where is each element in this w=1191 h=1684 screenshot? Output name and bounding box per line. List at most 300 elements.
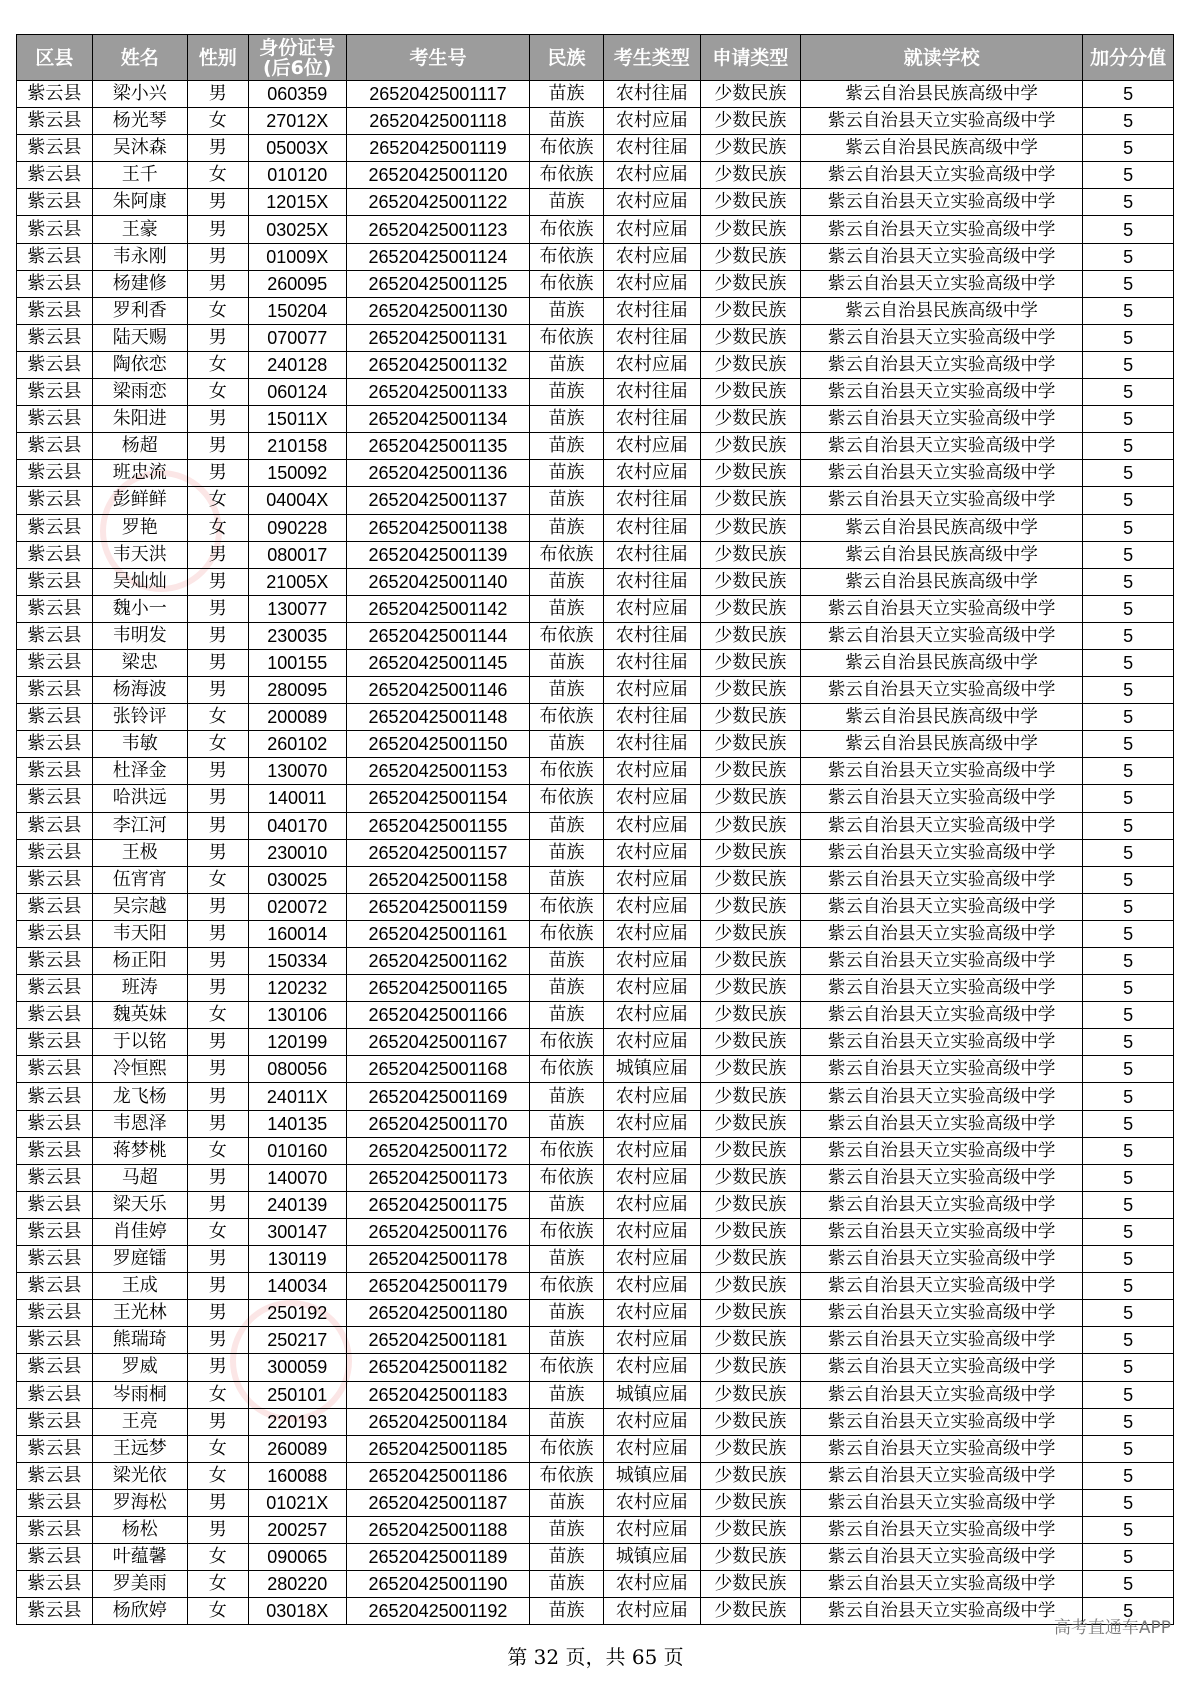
cell-gender: 男 <box>187 406 248 433</box>
cell-ethnicity: 布依族 <box>530 541 604 568</box>
cell-id-suffix: 120232 <box>248 975 346 1002</box>
cell-id-suffix: 120199 <box>248 1029 346 1056</box>
cell-student-type: 农村应届 <box>603 595 700 622</box>
cell-id-suffix: 220193 <box>248 1408 346 1435</box>
cell-exam-number: 26520425001135 <box>346 433 529 460</box>
col-header-school: 就读学校 <box>800 35 1082 81</box>
cell-student-type: 农村应届 <box>603 216 700 243</box>
cell-bonus: 5 <box>1083 1327 1174 1354</box>
cell-name: 梁小兴 <box>92 81 187 108</box>
cell-school: 紫云自治县天立实验高级中学 <box>800 785 1082 812</box>
cell-ethnicity: 布依族 <box>530 704 604 731</box>
cell-student-type: 农村应届 <box>603 1029 700 1056</box>
table-row <box>17 216 1174 243</box>
cell-exam-number: 26520425001187 <box>346 1489 529 1516</box>
cell-gender: 女 <box>187 379 248 406</box>
cell-exam-number: 26520425001190 <box>346 1571 529 1598</box>
cell-ethnicity: 布依族 <box>530 1273 604 1300</box>
cell-district: 紫云县 <box>17 216 93 243</box>
cell-school: 紫云自治县天立实验高级中学 <box>800 1246 1082 1273</box>
cell-district: 紫云县 <box>17 108 93 135</box>
table-row <box>17 1381 1174 1408</box>
cell-district: 紫云县 <box>17 1327 93 1354</box>
cell-ethnicity: 苗族 <box>530 379 604 406</box>
cell-name: 肖佳婷 <box>92 1218 187 1245</box>
cell-exam-number: 26520425001167 <box>346 1029 529 1056</box>
cell-exam-number: 26520425001162 <box>346 948 529 975</box>
table-row <box>17 1191 1174 1218</box>
cell-ethnicity: 布依族 <box>530 1462 604 1489</box>
cell-name: 龙飞杨 <box>92 1083 187 1110</box>
cell-ethnicity: 苗族 <box>530 812 604 839</box>
cell-bonus: 5 <box>1083 324 1174 351</box>
cell-ethnicity: 苗族 <box>530 189 604 216</box>
cell-district: 紫云县 <box>17 1598 93 1625</box>
cell-exam-number: 26520425001183 <box>346 1381 529 1408</box>
table-body <box>17 81 1174 1625</box>
cell-district: 紫云县 <box>17 1516 93 1543</box>
cell-exam-number: 26520425001161 <box>346 920 529 947</box>
cell-application-type: 少数民族 <box>700 1544 800 1571</box>
col-header-ethnicity: 民族 <box>530 35 604 81</box>
cell-id-suffix: 12015X <box>248 189 346 216</box>
table-row <box>17 785 1174 812</box>
cell-name: 韦明发 <box>92 622 187 649</box>
cell-bonus: 5 <box>1083 1273 1174 1300</box>
cell-application-type: 少数民族 <box>700 1110 800 1137</box>
cell-ethnicity: 布依族 <box>530 243 604 270</box>
cell-district: 紫云县 <box>17 1571 93 1598</box>
cell-district: 紫云县 <box>17 1544 93 1571</box>
cell-school: 紫云自治县天立实验高级中学 <box>800 839 1082 866</box>
cell-name: 韦敏 <box>92 731 187 758</box>
cell-exam-number: 26520425001134 <box>346 406 529 433</box>
cell-exam-number: 26520425001146 <box>346 677 529 704</box>
cell-student-type: 城镇应届 <box>603 1462 700 1489</box>
cell-name: 吴宗越 <box>92 893 187 920</box>
col-header-exam-number: 考生号 <box>346 35 529 81</box>
cell-gender: 女 <box>187 108 248 135</box>
cell-bonus: 5 <box>1083 1571 1174 1598</box>
cell-school: 紫云自治县天立实验高级中学 <box>800 1435 1082 1462</box>
cell-gender: 男 <box>187 948 248 975</box>
cell-name: 罗艳 <box>92 514 187 541</box>
cell-school: 紫云自治县天立实验高级中学 <box>800 975 1082 1002</box>
cell-district: 紫云县 <box>17 649 93 676</box>
cell-bonus: 5 <box>1083 297 1174 324</box>
cell-student-type: 农村应届 <box>603 785 700 812</box>
cell-name: 李江河 <box>92 812 187 839</box>
table-row <box>17 1354 1174 1381</box>
col-header-id-number <box>248 35 346 81</box>
cell-ethnicity: 布依族 <box>530 1029 604 1056</box>
cell-student-type: 农村应届 <box>603 1246 700 1273</box>
cell-gender: 女 <box>187 1598 248 1625</box>
cell-ethnicity: 苗族 <box>530 1516 604 1543</box>
cell-gender: 女 <box>187 1544 248 1571</box>
cell-district: 紫云县 <box>17 162 93 189</box>
cell-bonus: 5 <box>1083 758 1174 785</box>
cell-name: 伍宵宵 <box>92 866 187 893</box>
table-row <box>17 704 1174 731</box>
cell-district: 紫云县 <box>17 189 93 216</box>
cell-student-type: 农村往届 <box>603 406 700 433</box>
cell-name: 张铃评 <box>92 704 187 731</box>
table-row <box>17 135 1174 162</box>
bonus-points-table <box>16 34 1174 1625</box>
cell-application-type: 少数民族 <box>700 948 800 975</box>
cell-id-suffix: 130070 <box>248 758 346 785</box>
table-row <box>17 866 1174 893</box>
cell-school: 紫云自治县天立实验高级中学 <box>800 1489 1082 1516</box>
cell-gender: 男 <box>187 975 248 1002</box>
cell-name: 梁天乐 <box>92 1191 187 1218</box>
cell-bonus: 5 <box>1083 920 1174 947</box>
cell-gender: 女 <box>187 704 248 731</box>
table-row <box>17 1137 1174 1164</box>
cell-gender: 女 <box>187 162 248 189</box>
cell-school: 紫云自治县民族高级中学 <box>800 541 1082 568</box>
col-header-id-line2: (后6位) <box>262 56 332 79</box>
cell-school: 紫云自治县天立实验高级中学 <box>800 189 1082 216</box>
cell-name: 王千 <box>92 162 187 189</box>
cell-bonus: 5 <box>1083 1137 1174 1164</box>
cell-ethnicity: 苗族 <box>530 514 604 541</box>
cell-name: 杨超 <box>92 433 187 460</box>
cell-district: 紫云县 <box>17 460 93 487</box>
cell-district: 紫云县 <box>17 379 93 406</box>
cell-application-type: 少数民族 <box>700 704 800 731</box>
table-row <box>17 839 1174 866</box>
cell-gender: 女 <box>187 1137 248 1164</box>
cell-student-type: 农村应届 <box>603 1354 700 1381</box>
cell-name: 韦恩泽 <box>92 1110 187 1137</box>
cell-id-suffix: 250192 <box>248 1300 346 1327</box>
cell-district: 紫云县 <box>17 406 93 433</box>
cell-exam-number: 26520425001173 <box>346 1164 529 1191</box>
cell-student-type: 城镇应届 <box>603 1381 700 1408</box>
cell-student-type: 农村往届 <box>603 379 700 406</box>
table-row <box>17 1571 1174 1598</box>
cell-name: 马超 <box>92 1164 187 1191</box>
cell-student-type: 农村应届 <box>603 189 700 216</box>
cell-ethnicity: 苗族 <box>530 975 604 1002</box>
cell-student-type: 农村往届 <box>603 649 700 676</box>
cell-bonus: 5 <box>1083 406 1174 433</box>
cell-gender: 男 <box>187 433 248 460</box>
cell-application-type: 少数民族 <box>700 487 800 514</box>
table-row <box>17 1110 1174 1137</box>
cell-school: 紫云自治县天立实验高级中学 <box>800 243 1082 270</box>
cell-gender: 男 <box>187 189 248 216</box>
cell-name: 冷恒熙 <box>92 1056 187 1083</box>
cell-bonus: 5 <box>1083 1435 1174 1462</box>
cell-school: 紫云自治县天立实验高级中学 <box>800 1408 1082 1435</box>
cell-exam-number: 26520425001140 <box>346 568 529 595</box>
table-row <box>17 948 1174 975</box>
table-row <box>17 622 1174 649</box>
cell-ethnicity: 苗族 <box>530 677 604 704</box>
cell-gender: 男 <box>187 1056 248 1083</box>
cell-name: 王极 <box>92 839 187 866</box>
cell-id-suffix: 080056 <box>248 1056 346 1083</box>
table-row <box>17 460 1174 487</box>
cell-id-suffix: 01021X <box>248 1489 346 1516</box>
table-row <box>17 1408 1174 1435</box>
cell-bonus: 5 <box>1083 1246 1174 1273</box>
cell-student-type: 农村往届 <box>603 297 700 324</box>
cell-id-suffix: 200257 <box>248 1516 346 1543</box>
col-header-id-line1: 身份证号 <box>259 36 336 59</box>
cell-exam-number: 26520425001120 <box>346 162 529 189</box>
cell-school: 紫云自治县民族高级中学 <box>800 704 1082 731</box>
cell-id-suffix: 260095 <box>248 270 346 297</box>
col-header-name: 姓名 <box>92 35 187 81</box>
cell-gender: 女 <box>187 514 248 541</box>
table-row <box>17 297 1174 324</box>
cell-application-type: 少数民族 <box>700 1598 800 1625</box>
cell-exam-number: 26520425001166 <box>346 1002 529 1029</box>
cell-application-type: 少数民族 <box>700 595 800 622</box>
table-row <box>17 162 1174 189</box>
cell-application-type: 少数民族 <box>700 1435 800 1462</box>
cell-bonus: 5 <box>1083 1381 1174 1408</box>
cell-district: 紫云县 <box>17 1489 93 1516</box>
cell-school: 紫云自治县天立实验高级中学 <box>800 487 1082 514</box>
cell-id-suffix: 21005X <box>248 568 346 595</box>
cell-exam-number: 26520425001159 <box>346 893 529 920</box>
cell-bonus: 5 <box>1083 270 1174 297</box>
cell-name: 于以铭 <box>92 1029 187 1056</box>
cell-gender: 男 <box>187 135 248 162</box>
cell-application-type: 少数民族 <box>700 514 800 541</box>
cell-ethnicity: 苗族 <box>530 487 604 514</box>
cell-student-type: 农村应届 <box>603 351 700 378</box>
cell-district: 紫云县 <box>17 866 93 893</box>
cell-id-suffix: 080017 <box>248 541 346 568</box>
cell-bonus: 5 <box>1083 839 1174 866</box>
cell-bonus: 5 <box>1083 1408 1174 1435</box>
cell-application-type: 少数民族 <box>700 270 800 297</box>
cell-exam-number: 26520425001133 <box>346 379 529 406</box>
cell-gender: 女 <box>187 1435 248 1462</box>
cell-exam-number: 26520425001158 <box>346 866 529 893</box>
table-row <box>17 1273 1174 1300</box>
cell-application-type: 少数民族 <box>700 1083 800 1110</box>
cell-district: 紫云县 <box>17 975 93 1002</box>
cell-bonus: 5 <box>1083 1029 1174 1056</box>
cell-student-type: 农村应届 <box>603 893 700 920</box>
cell-name: 杨欣婷 <box>92 1598 187 1625</box>
cell-school: 紫云自治县天立实验高级中学 <box>800 948 1082 975</box>
cell-school: 紫云自治县天立实验高级中学 <box>800 216 1082 243</box>
cell-id-suffix: 260089 <box>248 1435 346 1462</box>
col-header-application-type: 申请类型 <box>700 35 800 81</box>
cell-application-type: 少数民族 <box>700 243 800 270</box>
cell-bonus: 5 <box>1083 1164 1174 1191</box>
cell-bonus: 5 <box>1083 812 1174 839</box>
cell-name: 王远梦 <box>92 1435 187 1462</box>
cell-name: 吴沐森 <box>92 135 187 162</box>
cell-bonus: 5 <box>1083 514 1174 541</box>
cell-ethnicity: 苗族 <box>530 108 604 135</box>
cell-exam-number: 26520425001154 <box>346 785 529 812</box>
cell-school: 紫云自治县天立实验高级中学 <box>800 1218 1082 1245</box>
table-row <box>17 1462 1174 1489</box>
cell-ethnicity: 苗族 <box>530 1571 604 1598</box>
cell-gender: 男 <box>187 1083 248 1110</box>
cell-exam-number: 26520425001119 <box>346 135 529 162</box>
cell-gender: 男 <box>187 1110 248 1137</box>
cell-id-suffix: 300147 <box>248 1218 346 1245</box>
cell-name: 班涛 <box>92 975 187 1002</box>
cell-exam-number: 26520425001125 <box>346 270 529 297</box>
cell-id-suffix: 010120 <box>248 162 346 189</box>
cell-application-type: 少数民族 <box>700 731 800 758</box>
cell-student-type: 农村应届 <box>603 1489 700 1516</box>
cell-school: 紫云自治县天立实验高级中学 <box>800 379 1082 406</box>
cell-name: 罗庭镭 <box>92 1246 187 1273</box>
cell-id-suffix: 150334 <box>248 948 346 975</box>
cell-exam-number: 26520425001165 <box>346 975 529 1002</box>
cell-exam-number: 26520425001130 <box>346 297 529 324</box>
cell-name: 朱阿康 <box>92 189 187 216</box>
cell-gender: 男 <box>187 1489 248 1516</box>
cell-id-suffix: 01009X <box>248 243 346 270</box>
cell-gender: 男 <box>187 270 248 297</box>
cell-name: 王亮 <box>92 1408 187 1435</box>
cell-district: 紫云县 <box>17 1137 93 1164</box>
cell-application-type: 少数民族 <box>700 839 800 866</box>
cell-gender: 男 <box>187 243 248 270</box>
cell-gender: 男 <box>187 1273 248 1300</box>
cell-exam-number: 26520425001186 <box>346 1462 529 1489</box>
cell-exam-number: 26520425001142 <box>346 595 529 622</box>
cell-student-type: 农村应届 <box>603 243 700 270</box>
cell-bonus: 5 <box>1083 677 1174 704</box>
cell-school: 紫云自治县民族高级中学 <box>800 731 1082 758</box>
cell-school: 紫云自治县天立实验高级中学 <box>800 1598 1082 1625</box>
cell-exam-number: 26520425001172 <box>346 1137 529 1164</box>
cell-school: 紫云自治县天立实验高级中学 <box>800 677 1082 704</box>
cell-gender: 男 <box>187 216 248 243</box>
cell-gender: 男 <box>187 1191 248 1218</box>
cell-school: 紫云自治县天立实验高级中学 <box>800 920 1082 947</box>
cell-bonus: 5 <box>1083 649 1174 676</box>
cell-student-type: 农村往届 <box>603 541 700 568</box>
cell-district: 紫云县 <box>17 893 93 920</box>
cell-application-type: 少数民族 <box>700 189 800 216</box>
cell-id-suffix: 130119 <box>248 1246 346 1273</box>
cell-application-type: 少数民族 <box>700 677 800 704</box>
cell-application-type: 少数民族 <box>700 1218 800 1245</box>
cell-district: 紫云县 <box>17 622 93 649</box>
cell-district: 紫云县 <box>17 324 93 351</box>
cell-bonus: 5 <box>1083 595 1174 622</box>
cell-ethnicity: 苗族 <box>530 1246 604 1273</box>
cell-student-type: 农村往届 <box>603 704 700 731</box>
cell-school: 紫云自治县天立实验高级中学 <box>800 1029 1082 1056</box>
cell-student-type: 农村应届 <box>603 1327 700 1354</box>
cell-application-type: 少数民族 <box>700 785 800 812</box>
cell-ethnicity: 苗族 <box>530 1408 604 1435</box>
cell-ethnicity: 苗族 <box>530 351 604 378</box>
cell-application-type: 少数民族 <box>700 1002 800 1029</box>
cell-student-type: 农村应届 <box>603 1300 700 1327</box>
cell-district: 紫云县 <box>17 1029 93 1056</box>
page-number-footer: 第 32 页，共 65 页 <box>507 1645 684 1669</box>
cell-ethnicity: 布依族 <box>530 893 604 920</box>
cell-ethnicity: 苗族 <box>530 433 604 460</box>
cell-bonus: 5 <box>1083 1110 1174 1137</box>
cell-school: 紫云自治县天立实验高级中学 <box>800 1300 1082 1327</box>
cell-gender: 男 <box>187 1300 248 1327</box>
cell-id-suffix: 010160 <box>248 1137 346 1164</box>
table-row <box>17 541 1174 568</box>
cell-district: 紫云县 <box>17 812 93 839</box>
cell-id-suffix: 15011X <box>248 406 346 433</box>
table-header-row <box>17 35 1174 81</box>
cell-name: 吴灿灿 <box>92 568 187 595</box>
cell-application-type: 少数民族 <box>700 460 800 487</box>
cell-id-suffix: 150092 <box>248 460 346 487</box>
cell-ethnicity: 苗族 <box>530 1544 604 1571</box>
col-header-student-type: 考生类型 <box>603 35 700 81</box>
cell-application-type: 少数民族 <box>700 162 800 189</box>
cell-student-type: 农村应届 <box>603 1137 700 1164</box>
cell-student-type: 农村应届 <box>603 270 700 297</box>
cell-bonus: 5 <box>1083 1218 1174 1245</box>
cell-exam-number: 26520425001124 <box>346 243 529 270</box>
cell-school: 紫云自治县天立实验高级中学 <box>800 893 1082 920</box>
cell-bonus: 5 <box>1083 162 1174 189</box>
cell-ethnicity: 苗族 <box>530 1110 604 1137</box>
cell-exam-number: 26520425001178 <box>346 1246 529 1273</box>
table-row <box>17 406 1174 433</box>
cell-id-suffix: 230010 <box>248 839 346 866</box>
cell-ethnicity: 布依族 <box>530 1164 604 1191</box>
cell-ethnicity: 苗族 <box>530 406 604 433</box>
cell-student-type: 农村往届 <box>603 731 700 758</box>
cell-exam-number: 26520425001144 <box>346 622 529 649</box>
cell-id-suffix: 150204 <box>248 297 346 324</box>
cell-id-suffix: 300059 <box>248 1354 346 1381</box>
cell-student-type: 农村往届 <box>603 81 700 108</box>
cell-bonus: 5 <box>1083 704 1174 731</box>
table-row <box>17 731 1174 758</box>
cell-application-type: 少数民族 <box>700 1164 800 1191</box>
cell-name: 罗海松 <box>92 1489 187 1516</box>
cell-application-type: 少数民族 <box>700 866 800 893</box>
cell-application-type: 少数民族 <box>700 379 800 406</box>
cell-school: 紫云自治县天立实验高级中学 <box>800 595 1082 622</box>
cell-student-type: 农村应届 <box>603 812 700 839</box>
cell-school: 紫云自治县天立实验高级中学 <box>800 1191 1082 1218</box>
cell-school: 紫云自治县天立实验高级中学 <box>800 1516 1082 1543</box>
cell-gender: 女 <box>187 487 248 514</box>
cell-name: 王光林 <box>92 1300 187 1327</box>
cell-application-type: 少数民族 <box>700 649 800 676</box>
cell-id-suffix: 250217 <box>248 1327 346 1354</box>
cell-exam-number: 26520425001145 <box>346 649 529 676</box>
cell-bonus: 5 <box>1083 1598 1174 1625</box>
cell-name: 罗美雨 <box>92 1571 187 1598</box>
cell-name: 梁雨恋 <box>92 379 187 406</box>
table-row <box>17 270 1174 297</box>
cell-application-type: 少数民族 <box>700 108 800 135</box>
cell-exam-number: 26520425001192 <box>346 1598 529 1625</box>
cell-gender: 男 <box>187 1408 248 1435</box>
